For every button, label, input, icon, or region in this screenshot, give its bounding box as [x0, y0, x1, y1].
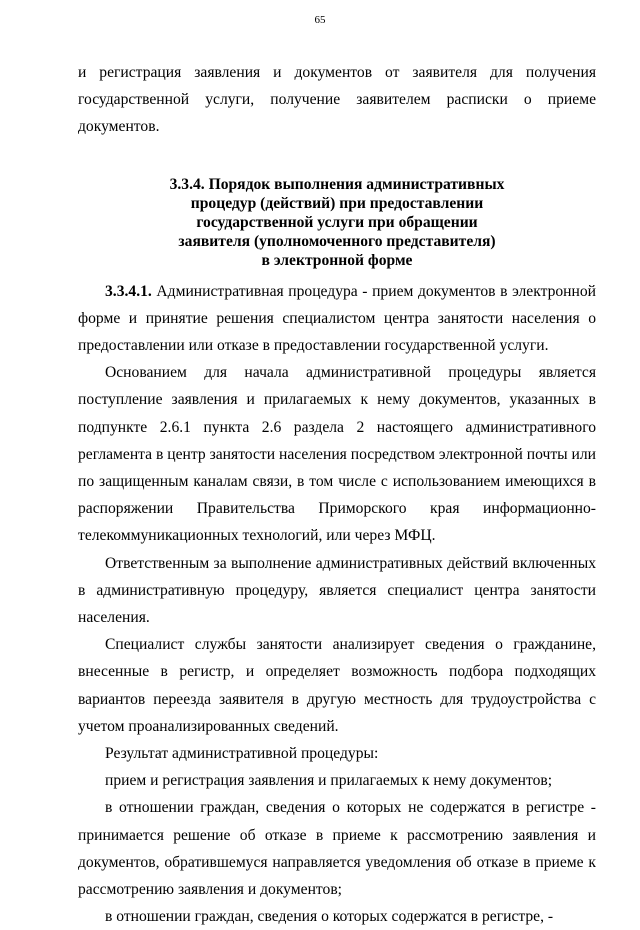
section-text: Административная процедура - прием документов в электронной форме и принятие решения специалистом центра занятости населения о предоставлении или отказе в предоставлении государственной услуги. — [78, 282, 596, 355]
opening-paragraph: и регистрация заявления и документов от заявителя для получения государственной услуги, получение заявителем расписки о приеме документов. — [78, 64, 596, 136]
heading-line: процедур (действий) при предоставлении — [190, 194, 484, 212]
heading-line: 3.3.4. Порядок выполнения административных — [169, 175, 505, 193]
section-paragraph — [78, 278, 596, 360]
paragraph-responsible: Ответственным за выполнение административных действий включенных в административную процедуру, является специалист центра занятости населения. — [78, 554, 596, 627]
paragraph-result-heading: Результат административной процедуры: — [105, 745, 379, 763]
paragraph-analysis: Специалист службы занятости анализирует сведения о гражданине, внесенные в регистр, и определяет возможность подбора подходящих вариантов переезда заявителя в другую местность для трудоустройства с учетом проанализированных сведений. — [78, 636, 596, 735]
heading-line: государственной услуги при обращении — [196, 213, 478, 231]
document-body — [78, 59, 596, 930]
paragraph-result-item: прием и регистрация заявления и прилагаемых к нему документов; — [105, 772, 553, 790]
paragraph-result-item: в отношении граждан, сведения о которых содержатся в регистре, - — [105, 908, 554, 926]
section-heading — [78, 175, 596, 270]
page-number: 65 — [314, 14, 326, 26]
section-number: 3.3.4.1. — [105, 282, 152, 300]
paragraph-basis: Основанием для начала административной процедуры является поступление заявления и прилагаемых к нему документов, указанных в подпункте 2.6.1 пункта 2.6 раздела 2 настоящего административного регламента в центр занятости населения посредством электронной почты или по защищенным каналам связи, в том числе с использованием имеющихся в распоряжении Правительства Приморского края информационно-телекоммуникационных технологий, или через МФЦ. — [78, 364, 596, 545]
heading-line: заявителя (уполномоченного представителя) — [178, 232, 496, 250]
heading-line: в электронной форме — [261, 251, 413, 269]
paragraph-result-item: в отношении граждан, сведения о которых не содержатся в регистре - принимается решение об отказе в приеме к рассмотрению заявления и документов, обратившемуся направляется уведомления об отказе в приеме к рассмотрению заявления и документов; — [78, 799, 596, 899]
